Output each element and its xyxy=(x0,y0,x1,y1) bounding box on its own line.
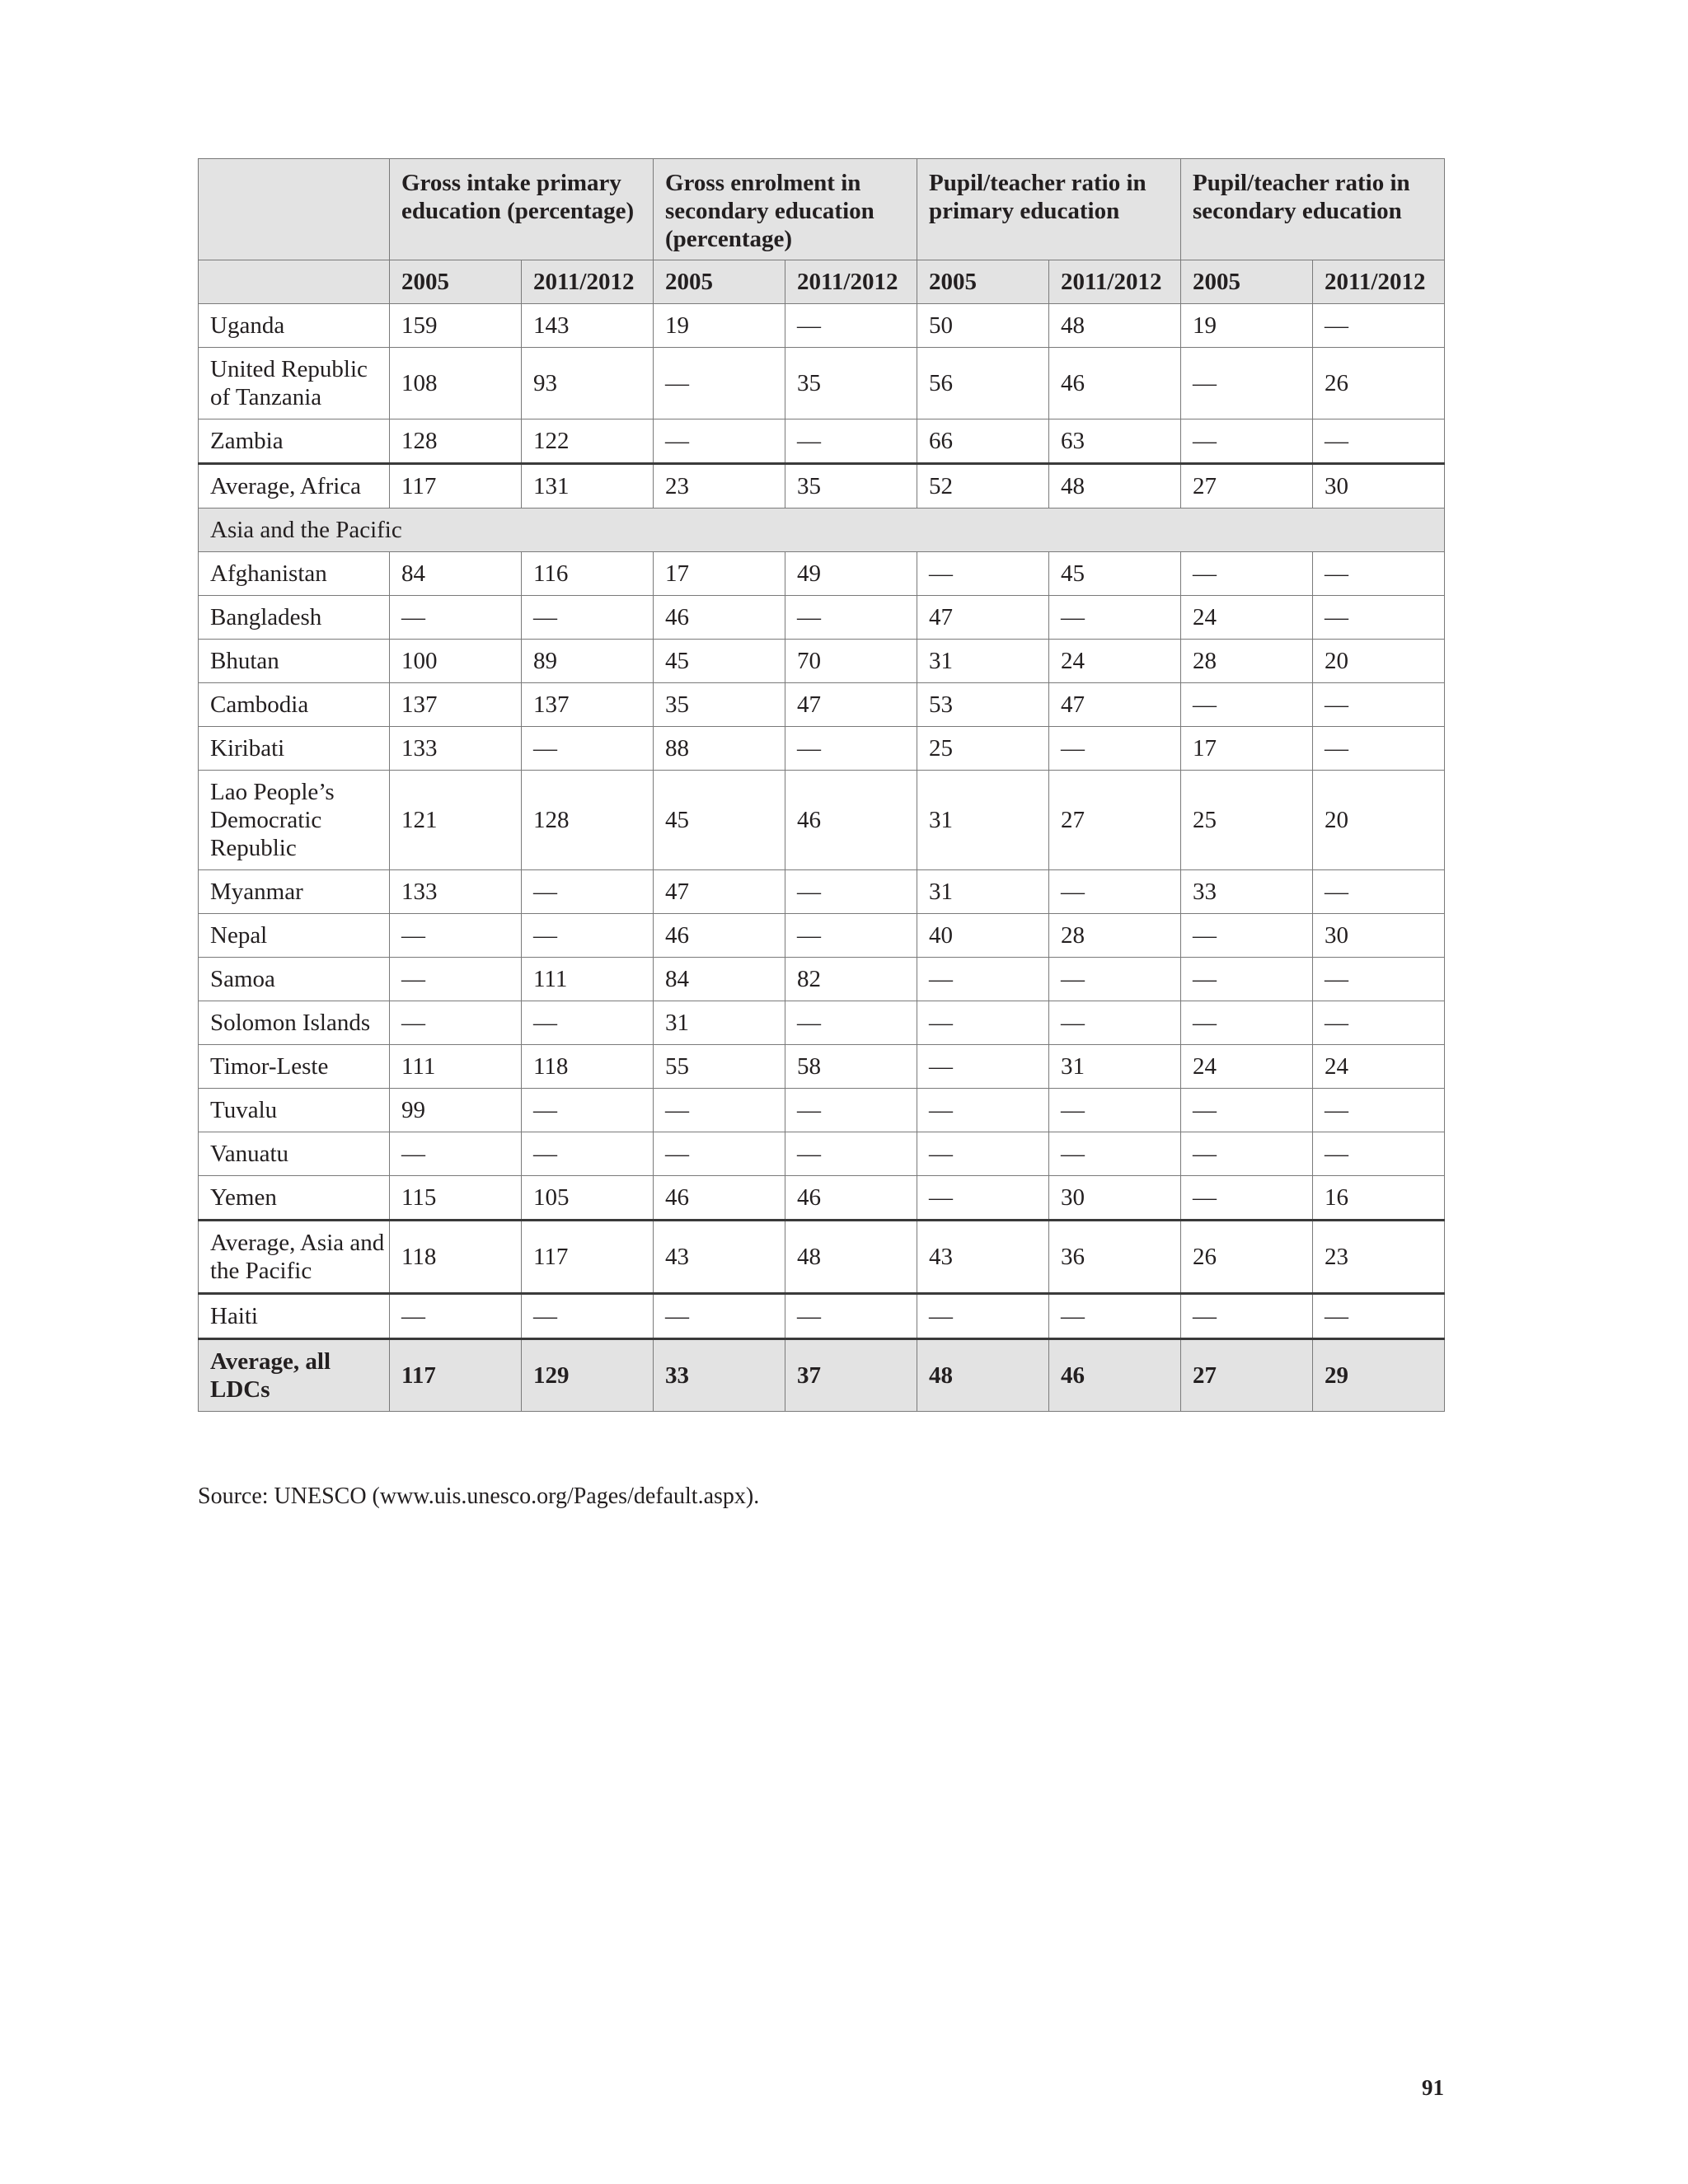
table-cell: 84 xyxy=(654,958,785,1001)
table-cell: 25 xyxy=(1181,771,1313,870)
table-cell: 17 xyxy=(1181,727,1313,771)
year-header: 2011/2012 xyxy=(522,260,654,304)
table-cell: — xyxy=(654,1132,785,1176)
table-row xyxy=(199,1132,1445,1176)
table-cell: — xyxy=(917,1045,1049,1089)
table-cell: 46 xyxy=(785,1176,917,1221)
table-year-header-row xyxy=(199,260,1445,304)
table-cell: 108 xyxy=(390,348,522,419)
table-cell: — xyxy=(1313,958,1445,1001)
table-row xyxy=(199,1045,1445,1089)
year-header: 2005 xyxy=(654,260,785,304)
table-cell: 48 xyxy=(1049,304,1181,348)
table-cell: — xyxy=(522,596,654,640)
table-cell: — xyxy=(785,1294,917,1339)
table-cell: 28 xyxy=(1181,640,1313,683)
table-cell: 19 xyxy=(654,304,785,348)
table-cell: 116 xyxy=(522,552,654,596)
average-row xyxy=(199,1221,1445,1294)
column-group-header: Gross intake primary education (percentage) xyxy=(390,159,654,260)
header-corner-cell xyxy=(199,260,390,304)
table-cell: 26 xyxy=(1181,1221,1313,1294)
table-cell: 137 xyxy=(522,683,654,727)
table-cell: — xyxy=(522,727,654,771)
table-cell: — xyxy=(917,1132,1049,1176)
row-label: Kiribati xyxy=(199,727,390,771)
table-cell: 47 xyxy=(785,683,917,727)
table-cell: — xyxy=(1313,552,1445,596)
table-cell: — xyxy=(390,1001,522,1045)
row-label: United Republic of Tanzania xyxy=(199,348,390,419)
education-indicators-table xyxy=(198,158,1445,1412)
row-label: Afghanistan xyxy=(199,552,390,596)
table-cell: — xyxy=(917,1001,1049,1045)
row-label: Lao People’s Democratic Republic xyxy=(199,771,390,870)
table-cell: 26 xyxy=(1313,348,1445,419)
year-header: 2011/2012 xyxy=(785,260,917,304)
table-cell: 99 xyxy=(390,1089,522,1132)
year-header: 2005 xyxy=(390,260,522,304)
table-group-header-row xyxy=(199,159,1445,260)
table-cell: 46 xyxy=(654,1176,785,1221)
average-row xyxy=(199,464,1445,509)
table-cell: 111 xyxy=(390,1045,522,1089)
table-cell: 30 xyxy=(1313,914,1445,958)
row-label: Samoa xyxy=(199,958,390,1001)
table-cell: — xyxy=(1049,727,1181,771)
table-cell: 23 xyxy=(654,464,785,509)
table-cell: 24 xyxy=(1313,1045,1445,1089)
table-cell: 128 xyxy=(390,419,522,464)
year-header: 2011/2012 xyxy=(1313,260,1445,304)
table-cell: 30 xyxy=(1049,1176,1181,1221)
table-cell: — xyxy=(1313,596,1445,640)
table-cell: 128 xyxy=(522,771,654,870)
table-cell: 129 xyxy=(522,1339,654,1412)
table-cell: — xyxy=(785,1132,917,1176)
row-label: Average, Asia and the Pacific xyxy=(199,1221,390,1294)
table-cell: — xyxy=(1313,1294,1445,1339)
table-cell: 105 xyxy=(522,1176,654,1221)
table-cell: 46 xyxy=(1049,1339,1181,1412)
table-cell: 45 xyxy=(654,771,785,870)
row-label: Myanmar xyxy=(199,870,390,914)
table-row xyxy=(199,596,1445,640)
year-header: 2011/2012 xyxy=(1049,260,1181,304)
table-cell: 137 xyxy=(390,683,522,727)
table-cell: 46 xyxy=(785,771,917,870)
table-cell: — xyxy=(785,596,917,640)
table-cell: 118 xyxy=(522,1045,654,1089)
table-cell: 89 xyxy=(522,640,654,683)
table-cell: 48 xyxy=(917,1339,1049,1412)
table-cell: 33 xyxy=(654,1339,785,1412)
table-cell: — xyxy=(1049,870,1181,914)
row-label: Average, all LDCs xyxy=(199,1339,390,1412)
table-cell: — xyxy=(917,958,1049,1001)
table-cell: 48 xyxy=(785,1221,917,1294)
table-cell: — xyxy=(1049,1001,1181,1045)
table-cell: — xyxy=(522,1132,654,1176)
table-cell: 121 xyxy=(390,771,522,870)
table-cell: 100 xyxy=(390,640,522,683)
table-cell: 36 xyxy=(1049,1221,1181,1294)
table-cell: 24 xyxy=(1181,1045,1313,1089)
row-label: Zambia xyxy=(199,419,390,464)
column-group-header: Gross enrolment in secondary education (percentage) xyxy=(654,159,917,260)
section-header-row xyxy=(199,509,1445,552)
table-cell: 131 xyxy=(522,464,654,509)
table-cell: — xyxy=(390,958,522,1001)
table-cell: 118 xyxy=(390,1221,522,1294)
table-cell: 53 xyxy=(917,683,1049,727)
table-cell: — xyxy=(1313,683,1445,727)
table-cell: — xyxy=(1049,1089,1181,1132)
table-cell: 117 xyxy=(390,464,522,509)
table-cell: 133 xyxy=(390,727,522,771)
table-cell: 82 xyxy=(785,958,917,1001)
table-cell: 35 xyxy=(654,683,785,727)
table-cell: 46 xyxy=(654,914,785,958)
table-cell: 111 xyxy=(522,958,654,1001)
table-cell: 58 xyxy=(785,1045,917,1089)
table-cell: — xyxy=(917,552,1049,596)
table-cell: — xyxy=(1313,1089,1445,1132)
row-label: Solomon Islands xyxy=(199,1001,390,1045)
table-cell: 117 xyxy=(390,1339,522,1412)
table-cell: — xyxy=(390,914,522,958)
table-cell: 133 xyxy=(390,870,522,914)
table-cell: — xyxy=(1049,958,1181,1001)
table-row xyxy=(199,348,1445,419)
row-label: Nepal xyxy=(199,914,390,958)
table-cell: — xyxy=(1313,870,1445,914)
page-number: 91 xyxy=(1422,2075,1444,2100)
table-cell: 56 xyxy=(917,348,1049,419)
table-row xyxy=(199,1176,1445,1221)
table-cell: — xyxy=(654,348,785,419)
table-cell: 35 xyxy=(785,464,917,509)
table-cell: 143 xyxy=(522,304,654,348)
table-cell: 31 xyxy=(917,870,1049,914)
table-cell: — xyxy=(917,1294,1049,1339)
table-cell: 27 xyxy=(1181,1339,1313,1412)
table-cell: — xyxy=(654,419,785,464)
table-cell: 35 xyxy=(785,348,917,419)
row-label: Average, Africa xyxy=(199,464,390,509)
table-cell: — xyxy=(390,596,522,640)
total-row xyxy=(199,1339,1445,1412)
row-label: Bangladesh xyxy=(199,596,390,640)
table-cell: — xyxy=(785,870,917,914)
table-cell: 48 xyxy=(1049,464,1181,509)
table-row xyxy=(199,914,1445,958)
table-cell: 84 xyxy=(390,552,522,596)
average-row xyxy=(199,1294,1445,1339)
table-row xyxy=(199,1089,1445,1132)
table-cell: 63 xyxy=(1049,419,1181,464)
table-cell: — xyxy=(1049,1294,1181,1339)
table-row xyxy=(199,683,1445,727)
source-note: Source: UNESCO (www.uis.unesco.org/Pages/default.aspx). xyxy=(198,1483,760,1509)
table-cell: 28 xyxy=(1049,914,1181,958)
table-cell: 115 xyxy=(390,1176,522,1221)
table-cell: — xyxy=(654,1089,785,1132)
table-row xyxy=(199,870,1445,914)
table-cell: — xyxy=(1313,1001,1445,1045)
table-body xyxy=(199,304,1445,1412)
section-label: Asia and the Pacific xyxy=(199,509,1445,552)
table-cell: — xyxy=(1181,958,1313,1001)
table-cell: — xyxy=(785,419,917,464)
table-cell: 27 xyxy=(1181,464,1313,509)
table-cell: — xyxy=(785,304,917,348)
row-label: Timor-Leste xyxy=(199,1045,390,1089)
row-label: Tuvalu xyxy=(199,1089,390,1132)
table-cell: 66 xyxy=(917,419,1049,464)
table-cell: — xyxy=(1181,1132,1313,1176)
table-cell: 27 xyxy=(1049,771,1181,870)
column-group-header: Pupil/teacher ratio in secondary education xyxy=(1181,159,1445,260)
table-cell: — xyxy=(522,1294,654,1339)
table-cell: 43 xyxy=(654,1221,785,1294)
table-cell: 17 xyxy=(654,552,785,596)
table-cell: 93 xyxy=(522,348,654,419)
table-cell: 159 xyxy=(390,304,522,348)
table-row xyxy=(199,552,1445,596)
table-row xyxy=(199,727,1445,771)
table-cell: 47 xyxy=(1049,683,1181,727)
table-cell: 24 xyxy=(1181,596,1313,640)
table-cell: 45 xyxy=(654,640,785,683)
table-cell: — xyxy=(1049,596,1181,640)
row-label: Cambodia xyxy=(199,683,390,727)
table-cell: 24 xyxy=(1049,640,1181,683)
table-cell: 20 xyxy=(1313,771,1445,870)
table-cell: 117 xyxy=(522,1221,654,1294)
table-cell: — xyxy=(1181,683,1313,727)
table-row xyxy=(199,304,1445,348)
table-cell: — xyxy=(1313,419,1445,464)
table-cell: — xyxy=(1313,727,1445,771)
table-cell: — xyxy=(1181,914,1313,958)
table-row xyxy=(199,1001,1445,1045)
table-cell: — xyxy=(390,1294,522,1339)
table-cell: 31 xyxy=(654,1001,785,1045)
table-cell: 122 xyxy=(522,419,654,464)
table-cell: 43 xyxy=(917,1221,1049,1294)
table-cell: — xyxy=(1313,1132,1445,1176)
table-cell: 88 xyxy=(654,727,785,771)
table-cell: — xyxy=(522,870,654,914)
table-cell: 45 xyxy=(1049,552,1181,596)
table-cell: 46 xyxy=(654,596,785,640)
table-cell: — xyxy=(1049,1132,1181,1176)
table-cell: 20 xyxy=(1313,640,1445,683)
row-label: Bhutan xyxy=(199,640,390,683)
table-cell: — xyxy=(785,1001,917,1045)
table-cell: — xyxy=(1313,304,1445,348)
table-cell: 55 xyxy=(654,1045,785,1089)
table-cell: — xyxy=(917,1089,1049,1132)
column-group-header: Pupil/teacher ratio in primary education xyxy=(917,159,1181,260)
table-cell: — xyxy=(654,1294,785,1339)
table-cell: — xyxy=(1181,348,1313,419)
table-cell: — xyxy=(1181,1089,1313,1132)
table-cell: 19 xyxy=(1181,304,1313,348)
table-cell: 25 xyxy=(917,727,1049,771)
table-cell: 50 xyxy=(917,304,1049,348)
table-cell: — xyxy=(1181,1294,1313,1339)
table-cell: — xyxy=(1181,552,1313,596)
table-cell: — xyxy=(522,1001,654,1045)
table-cell: — xyxy=(1181,1001,1313,1045)
table-cell: 30 xyxy=(1313,464,1445,509)
table-cell: 70 xyxy=(785,640,917,683)
table-cell: 31 xyxy=(917,771,1049,870)
table-cell: 52 xyxy=(917,464,1049,509)
table-cell: 37 xyxy=(785,1339,917,1412)
table-cell: 40 xyxy=(917,914,1049,958)
table-cell: 16 xyxy=(1313,1176,1445,1221)
table-cell: — xyxy=(1181,419,1313,464)
table-cell: 49 xyxy=(785,552,917,596)
table-cell: 47 xyxy=(654,870,785,914)
row-label: Uganda xyxy=(199,304,390,348)
table-cell: — xyxy=(390,1132,522,1176)
row-label: Yemen xyxy=(199,1176,390,1221)
year-header: 2005 xyxy=(917,260,1049,304)
table-row xyxy=(199,640,1445,683)
table-row xyxy=(199,958,1445,1001)
table-cell: — xyxy=(785,1089,917,1132)
table-cell: 31 xyxy=(917,640,1049,683)
table-cell: — xyxy=(522,914,654,958)
table-cell: 47 xyxy=(917,596,1049,640)
table-cell: 46 xyxy=(1049,348,1181,419)
row-label: Vanuatu xyxy=(199,1132,390,1176)
table-cell: — xyxy=(1181,1176,1313,1221)
table-cell: — xyxy=(785,727,917,771)
table-cell: — xyxy=(785,914,917,958)
table-cell: 31 xyxy=(1049,1045,1181,1089)
table-cell: 33 xyxy=(1181,870,1313,914)
header-corner-cell xyxy=(199,159,390,260)
table-cell: — xyxy=(917,1176,1049,1221)
row-label: Haiti xyxy=(199,1294,390,1339)
table-row xyxy=(199,771,1445,870)
year-header: 2005 xyxy=(1181,260,1313,304)
table-cell: — xyxy=(522,1089,654,1132)
table-cell: 23 xyxy=(1313,1221,1445,1294)
table-cell: 29 xyxy=(1313,1339,1445,1412)
table-row xyxy=(199,419,1445,464)
